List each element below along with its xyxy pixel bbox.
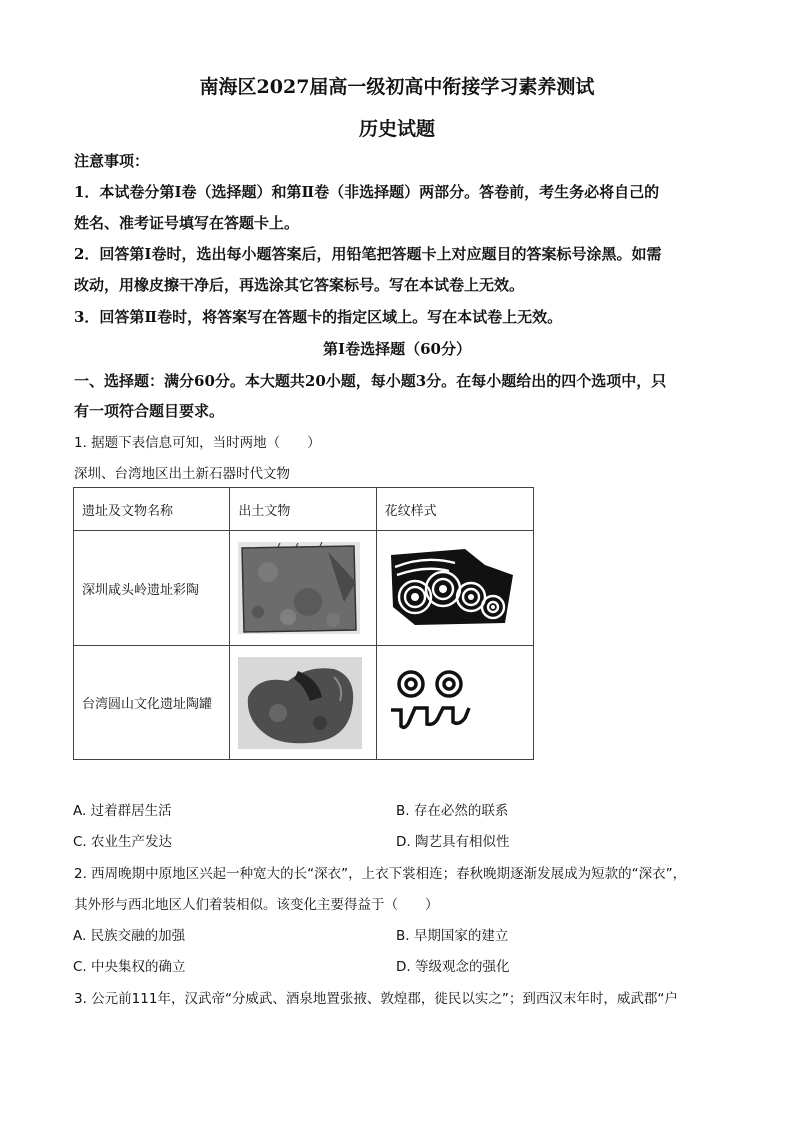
artifact-table (73, 487, 534, 760)
artifact-photo-cell (230, 646, 376, 760)
pattern-cell (376, 531, 533, 646)
double-circle-and-wave-pattern-icon (385, 666, 485, 736)
q2-option-b: B. 早期国家的建立 (396, 928, 509, 944)
table-header-cell: 花纹样式 (376, 488, 533, 531)
pottery-shard-photo (238, 542, 360, 634)
q2-option-d: D. 等级观念的强化 (396, 959, 510, 975)
table-header-cell: 遗址及文物名称 (74, 488, 230, 531)
question-2-stem: 其外形与西北地区人们着装相似。该变化主要得益于（ ） (74, 897, 439, 913)
site-name-cell: 深圳咸头岭遗址彩陶 (74, 531, 230, 646)
section-instructions: 一、选择题：满分60分。本大题共20小题，每小题3分。在每小题给出的四个选项中，只 (74, 372, 667, 390)
notice-line: 3．回答第Ⅱ卷时，将答案写在答题卡的指定区域上。写在本试卷上无效。 (74, 308, 563, 326)
question-3-stem: 3. 公元前111年，汉武帝“分威武、酒泉地置张掖、敦煌郡，徙民以实之”；到西汉末年时，威武郡“户 (74, 991, 678, 1007)
q2-option-c: C. 中央集权的确立 (73, 959, 186, 975)
exam-title: 南海区2027届高一级初高中衔接学习素养测试 (199, 76, 595, 98)
exam-subtitle: 历史试题 (358, 118, 435, 140)
section-instructions: 有一项符合题目要求。 (74, 402, 225, 420)
q1-option-d: D. 陶艺具有相似性 (396, 834, 510, 850)
q1-option-b: B. 存在必然的联系 (396, 803, 509, 819)
pottery-jar-photo (238, 657, 362, 749)
q1-option-a: A. 过着群居生活 (73, 803, 172, 819)
q2-option-a: A. 民族交融的加强 (73, 928, 186, 944)
notice-line: 改动，用橡皮擦干净后，再选涂其它答案标号。写在本试卷上无效。 (74, 276, 525, 294)
q1-option-c: C. 农业生产发达 (73, 834, 173, 850)
question-2-stem: 2. 西周晚期中原地区兴起一种宽大的长“深衣”，上衣下裳相连；春秋晚期逐渐发展成为短款的“深衣”， (74, 866, 687, 882)
notice-heading: 注意事项： (74, 152, 150, 170)
question-1-stem: 1. 据题下表信息可知，当时两地（ ） (74, 435, 321, 451)
table-header-row (74, 488, 534, 531)
table-row (74, 646, 534, 760)
notice-line: 2．回答第Ⅰ卷时，选出每小题答案后，用铅笔把答题卡上对应题目的答案标号涂黑。如需 (74, 245, 662, 263)
site-name-cell: 台湾圆山文化遗址陶罐 (74, 646, 230, 760)
table-caption: 深圳、台湾地区出土新石器时代文物 (74, 466, 290, 482)
concentric-circle-pattern-icon (385, 545, 517, 627)
section-title: 第Ⅰ卷选择题（60分） (323, 340, 471, 358)
artifact-photo-cell (230, 531, 376, 646)
pattern-cell (376, 646, 533, 760)
notice-line: 1．本试卷分第Ⅰ卷（选择题）和第Ⅱ卷（非选择题）两部分。答卷前，考生务必将自己的 (74, 183, 660, 201)
notice-line: 姓名、准考证号填写在答题卡上。 (74, 214, 300, 232)
table-header-cell: 出土文物 (230, 488, 376, 531)
table-row (74, 531, 534, 646)
